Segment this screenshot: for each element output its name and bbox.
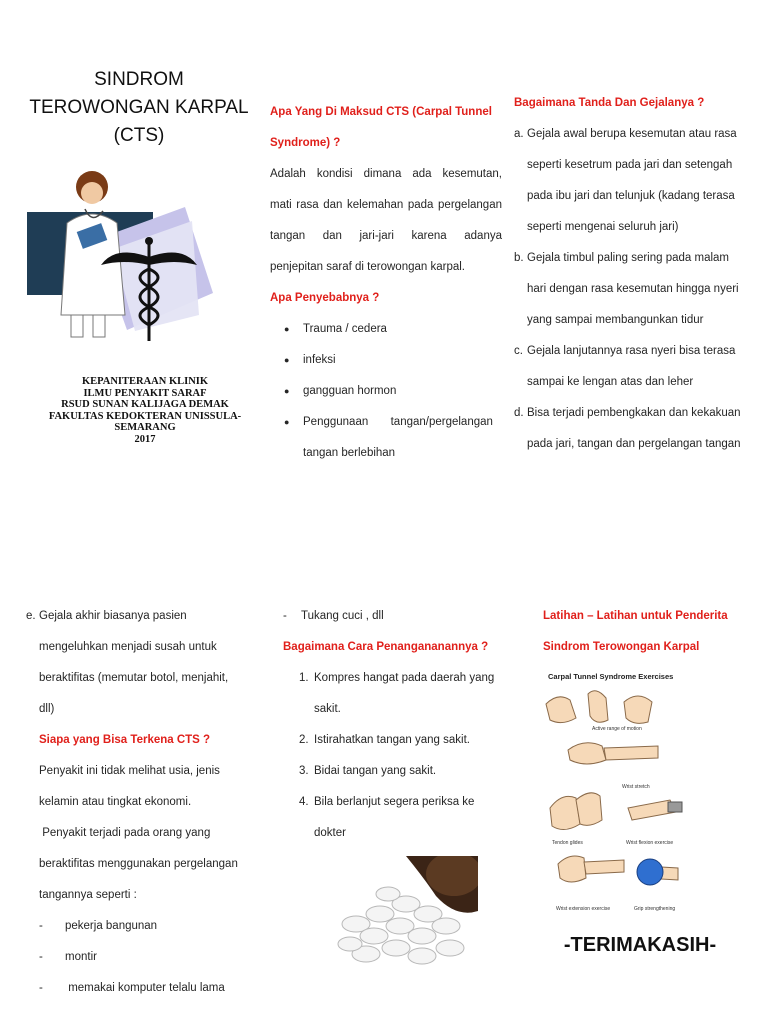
paragraph-line: tangannya seperti :: [39, 889, 137, 901]
doctor-with-caduceus-icon: [27, 165, 227, 355]
brochure-title: [25, 66, 253, 150]
institution-line: 2017: [134, 433, 156, 445]
paragraph-line: beraktifitas menggunakan pergelangan: [39, 858, 238, 870]
list-item-line: tangan berlebihan: [303, 447, 396, 459]
list-item-line: seperti mengenai seluruh jari): [527, 221, 679, 233]
list-letter: e.: [26, 610, 36, 622]
figure-label: Grip strengthening: [634, 906, 676, 912]
list-item-line: pada jari, tangan dan pergelangan tangan: [527, 438, 741, 450]
list-item-line: Gejala timbul paling sering pada malam: [527, 252, 729, 264]
figure-label: Active range of motion: [592, 726, 642, 732]
pills-illustration: [336, 856, 478, 966]
list-item-line: Istirahatkan tangan yang sakit.: [314, 734, 470, 746]
list-item: [514, 243, 754, 336]
list-letter: d.: [514, 407, 524, 419]
list-item: [283, 756, 513, 787]
list-item: - Tukang cuci , dll: [283, 610, 384, 622]
list-item-line: Gejala akhir biasanya pasien: [39, 610, 187, 622]
heading-treatment: Bagaimana Cara Penangananannya ?: [283, 641, 489, 653]
heading-symptoms: Bagaimana Tanda Dan Gejalanya ?: [514, 97, 705, 109]
figure-label: Tendon glides: [552, 840, 583, 846]
list-item-line: ● Penggunaan tangan/pergelangan: [303, 416, 493, 428]
definition-paragraph: [270, 159, 502, 283]
list-item: [283, 787, 513, 849]
symptoms-list: [514, 119, 754, 460]
column-treatment: [283, 601, 513, 849]
list-number: 3.: [299, 765, 309, 777]
institution-line: RSUD SUNAN KALIJAGA DEMAK: [61, 399, 229, 410]
list-item-line: Gejala awal berupa kesemutan atau rasa: [527, 128, 737, 140]
list-item: [514, 119, 754, 243]
list-item: [270, 407, 502, 469]
list-item: - montir: [39, 951, 97, 963]
paragraph-line: kelamin atau tingkat ekonomi.: [39, 796, 192, 808]
list-item-line: mengeluhkan menjadi susah untuk: [39, 641, 217, 653]
list-item: [514, 398, 754, 460]
list-item-line: sampai ke lengan atas dan leher: [527, 376, 694, 388]
doctor-illustration: [27, 165, 227, 355]
paragraph-line: Adalah kondisi dimana ada kesemutan,: [270, 168, 502, 180]
list-item-line: pada ibu jari dan telunjuk (kadang terasa: [527, 190, 735, 202]
column-who: [26, 601, 266, 1004]
list-number: 4.: [299, 796, 309, 808]
list-item-line: Bidai tangan yang sakit.: [314, 765, 437, 777]
figure-label: Wrist stretch: [622, 784, 650, 790]
hand-exercises-illustration: [540, 668, 710, 918]
institution-line: KEPANITERAAN KLINIK: [81, 376, 209, 387]
institution-line: FAKULTAS KEDOKTERAN UNISSULA-: [48, 410, 242, 422]
list-item: ● infeksi: [270, 345, 502, 376]
list-item: ● gangguan hormon: [270, 376, 502, 407]
list-item: [283, 725, 513, 756]
heading-who: Siapa yang Bisa Terkena CTS ?: [39, 734, 211, 746]
symptoms-list-continued: [26, 601, 266, 725]
list-number: 2.: [299, 734, 309, 746]
list-item-line: dokter: [314, 827, 346, 839]
list-item: ● Trauma / cedera: [270, 314, 502, 345]
heading-exercises-line: Latihan – Latihan untuk Penderita: [543, 610, 728, 622]
closing-text: -TERIMAKASIH-: [563, 934, 717, 956]
heading-causes: Apa Penyebabnya ?: [270, 292, 380, 304]
column-symptoms: [514, 88, 754, 460]
title-line: SINDROM: [94, 69, 184, 90]
list-item-line: Bisa terjadi pembengkakan dan kekakuan: [527, 407, 741, 419]
list-item: - pekerja bangunan: [39, 920, 158, 932]
list-item-line: Bila berlanjut segera periksa ke: [314, 796, 475, 808]
column-definition: [270, 97, 502, 469]
occupation-list: [26, 911, 266, 1004]
list-letter: a.: [514, 128, 524, 140]
list-item-line: dll): [39, 703, 55, 715]
paragraph-line: Penyakit terjadi pada orang yang: [39, 827, 211, 839]
list-item: [514, 336, 754, 398]
paragraph-line: mati rasa dan kelemahan pada pergelangan: [270, 199, 502, 211]
list-item-line: Gejala lanjutannya rasa nyeri bisa terasa: [527, 345, 736, 357]
list-item: [26, 601, 266, 725]
heading-exercises-line: Sindrom Terowongan Karpal: [543, 641, 700, 653]
list-item-line: yang sampai membangunkan tidur: [527, 314, 704, 326]
exercise-figure: [540, 668, 710, 918]
paragraph-line: tangan dan jari-jari karena adanya: [270, 230, 502, 242]
institution-line: SEMARANG: [114, 422, 176, 433]
list-item-line: sakit.: [314, 703, 341, 715]
figure-title: Carpal Tunnel Syndrome Exercises: [548, 672, 674, 681]
paragraph-line: penjepitan saraf di terowongan karpal.: [270, 261, 465, 273]
column-exercises: [543, 601, 763, 663]
title-line: TEROWONGAN KARPAL: [29, 97, 249, 118]
heading-definition: Apa Yang Di Maksud CTS (Carpal Tunnel Syndrome) ?: [270, 106, 492, 149]
list-item-line: hari dengan rasa kesemutan hingga nyeri: [527, 283, 739, 295]
figure-label: Wrist flexion exercise: [626, 840, 674, 846]
paragraph-line: Penyakit ini tidak melihat usia, jenis: [39, 765, 220, 777]
list-item-line: beraktifitas (memutar botol, menjahit,: [39, 672, 229, 684]
list-item-line: seperti kesetrum pada jari dan setengah: [527, 159, 733, 171]
causes-list: [270, 314, 502, 469]
institution-line: ILMU PENYAKIT SARAF: [83, 387, 207, 399]
who-paragraph: [39, 756, 266, 911]
title-line: (CTS): [113, 125, 165, 146]
list-item-line: Kompres hangat pada daerah yang: [314, 672, 495, 684]
pills-photo-icon: [336, 856, 478, 966]
list-letter: b.: [514, 252, 524, 264]
list-item: - memakai komputer telalu lama: [39, 982, 225, 994]
treatment-list: [283, 663, 513, 849]
institution-block: [30, 376, 260, 445]
figure-label: Wrist extension exercise: [556, 906, 611, 912]
list-number: 1.: [299, 672, 309, 684]
list-item: [283, 663, 513, 725]
list-letter: c.: [514, 345, 523, 357]
